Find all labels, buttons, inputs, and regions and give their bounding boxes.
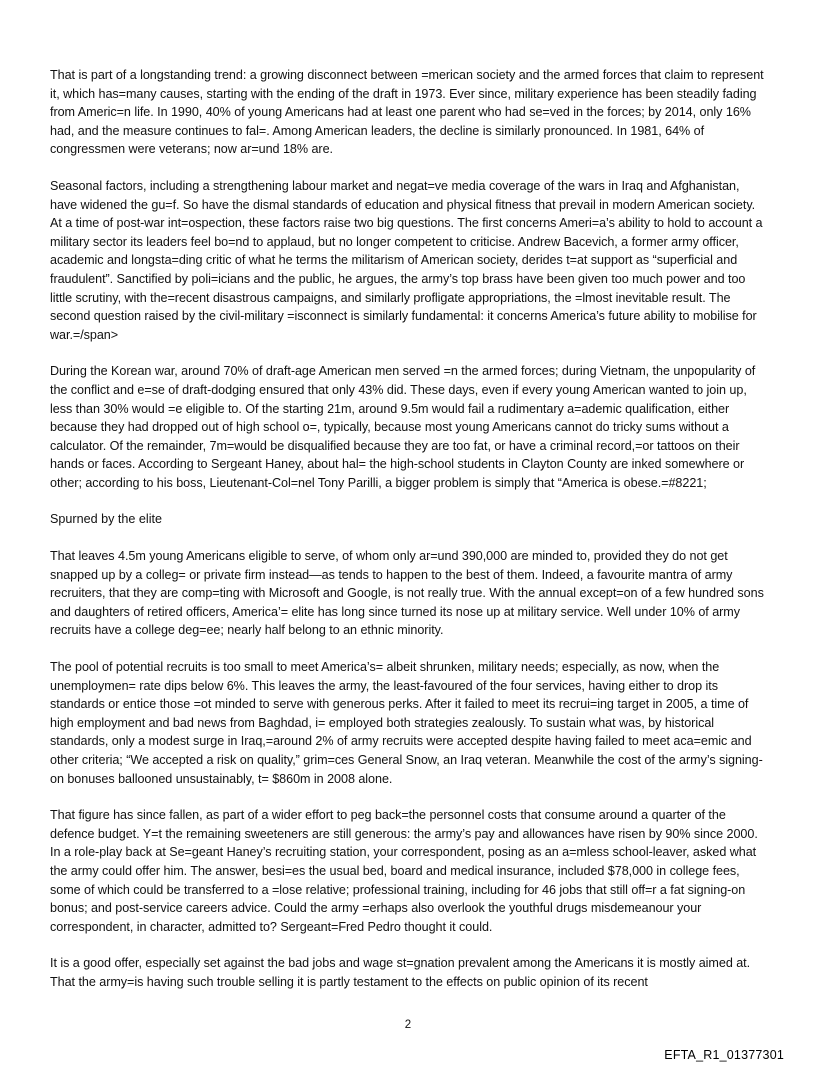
paragraph-3: During the Korean war, around 70% of draft-age American men served =n the armed forces; during Vietnam, the unpopularity of the conflict and e=se of draft-dodging ensured that only 43% did. These days, even if every young American wanted to join up, less than 30% would =e eligible to. Of the starting 21m, around 9.5m would fail a rudimentary a=ademic qualification, either because they had dropped out of high school o=, typically, because most young Americans cannot do tricky sums without a calculator. Of the remainder, 7m=would be disqualified because they are too fat, or have a criminal record,=or tattoos on their hands or faces. According to Sergeant Haney, about hal= the high-school students in Clayton County are inked somewhere or other; according to his boss, Lieutenant-Col=nel Tony Parilli, a bigger problem is simply that “America is obese.=#8221;: [50, 364, 756, 490]
paragraph-2: Seasonal factors, including a strengthening labour market and negat=ve media coverage of the wars in Iraq and Afghanistan, have widened the gu=f. So have the dismal standards of education and physical fitness that prevail in modern American society. At a time of post-war int=ospection, these factors raise two big questions. The first concerns Ameri=a’s ability to hold to account a military sector its leaders feel bo=nd to applaud, but no longer competent to criticise. Andrew Bacevich, a former army officer, academic and longsta=ding critic of what he terms the militarism of American society, derides t=at support as “superficial and fraudulent”. Sanctified by poli=icians and the public, he argues, the army’s top brass have been given too much power and too little scrutiny, with the=recent disastrous campaigns, and similarly profligate appropriations, the =lmost inevitable result. The second question raised by the civil-military =isconnect is similarly fundamental: it concerns America’s future ability to mobilise for war.=/span>: [50, 178, 763, 342]
paragraph-7: It is a good offer, especially set against the bad jobs and wage st=gnation prevalent among the Americans it is mostly aimed at. That the army=is having such trouble selling it is partly testament to the effects on public opinion of its recent: [50, 956, 751, 989]
section-heading: Spurned by the elite: [50, 512, 163, 527]
paragraph-4: That leaves 4.5m young Americans eligible to serve, of whom only ar=und 390,000 are minded to, provided they do not get snapped up by a colleg= or private firm instead—as tends to happen to the best of them. Indeed, a favourite mantra of army recruiters, that they are comp=ting with Microsoft and Google, is not really true. With the annual except=on of a few hundred sons and daughters of retired officers, America’= elite has long since turned its nose up at military service. Well under 10% of army recruits have a college deg=ee; nearly half belong to an ethnic minority.: [50, 549, 764, 638]
document-body: [50, 66, 766, 1010]
document-id: EFTA_R1_01377301: [664, 1048, 784, 1062]
page-number: 2: [404, 1019, 412, 1031]
paragraph-6: That figure has since fallen, as part of a wider effort to peg back=the personnel costs that consume around a quarter of the defence budget. Y=t the remaining sweeteners are still generous: the army’s pay and allowances have risen by 90% since 2000. In a role-play back at Se=geant Haney’s recruiting station, your correspondent, posing as an a=mless school-leaver, asked what the army could offer him. The answer, besi=es the usual bed, board and medical insurance, included $78,000 in college fees, some of which could be transferred to a =lose relative; professional training, including for 46 jobs that still off=r a fat signing-on bonus; and post-service careers advice. Could the army =erhaps also overlook the youthful drugs misdemeanour your correspondent, in character, admitted to? Sergeant=Fred Pedro thought it could.: [50, 808, 758, 934]
paragraph-5: The pool of potential recruits is too small to meet America’s= albeit shrunken, military needs; especially, as now, when the unemploymen= rate dips below 6%. This leaves the army, the least-favoured of the four services, having either to drop its standards or entice those =ot minded to serve with generous perks. After it failed to meet its recrui=ing target in 2005, a time of high employment and bad news from Baghdad, i= employed both strategies zealously. To sustain what was, by historical standards, only a modest surge in Iraq,=around 2% of army recruits were accepted despite having failed to meet aca=emic and other criteria; “We accepted a risk on quality,” grim=ces General Snow, an Iraq veteran. Meanwhile the cost of the army’s signing-on bonuses ballooned unsustainably, t= $860m in 2008 alone.: [50, 660, 763, 786]
paragraph-1: That is part of a longstanding trend: a growing disconnect between =merican society and the armed forces that claim to represent it, which has=many causes, starting with the ending of the draft in 1973. Ever since, military experience has been steadily fading from Americ=n life. In 1990, 40% of young Americans had at least one parent who had se=ved in the forces; by 2014, only 16% had, and the measure continues to fal=. Among American leaders, the decline is similarly pronounced. In 1981, 64% of congressmen were veterans; now ar=und 18% are.: [50, 68, 764, 157]
